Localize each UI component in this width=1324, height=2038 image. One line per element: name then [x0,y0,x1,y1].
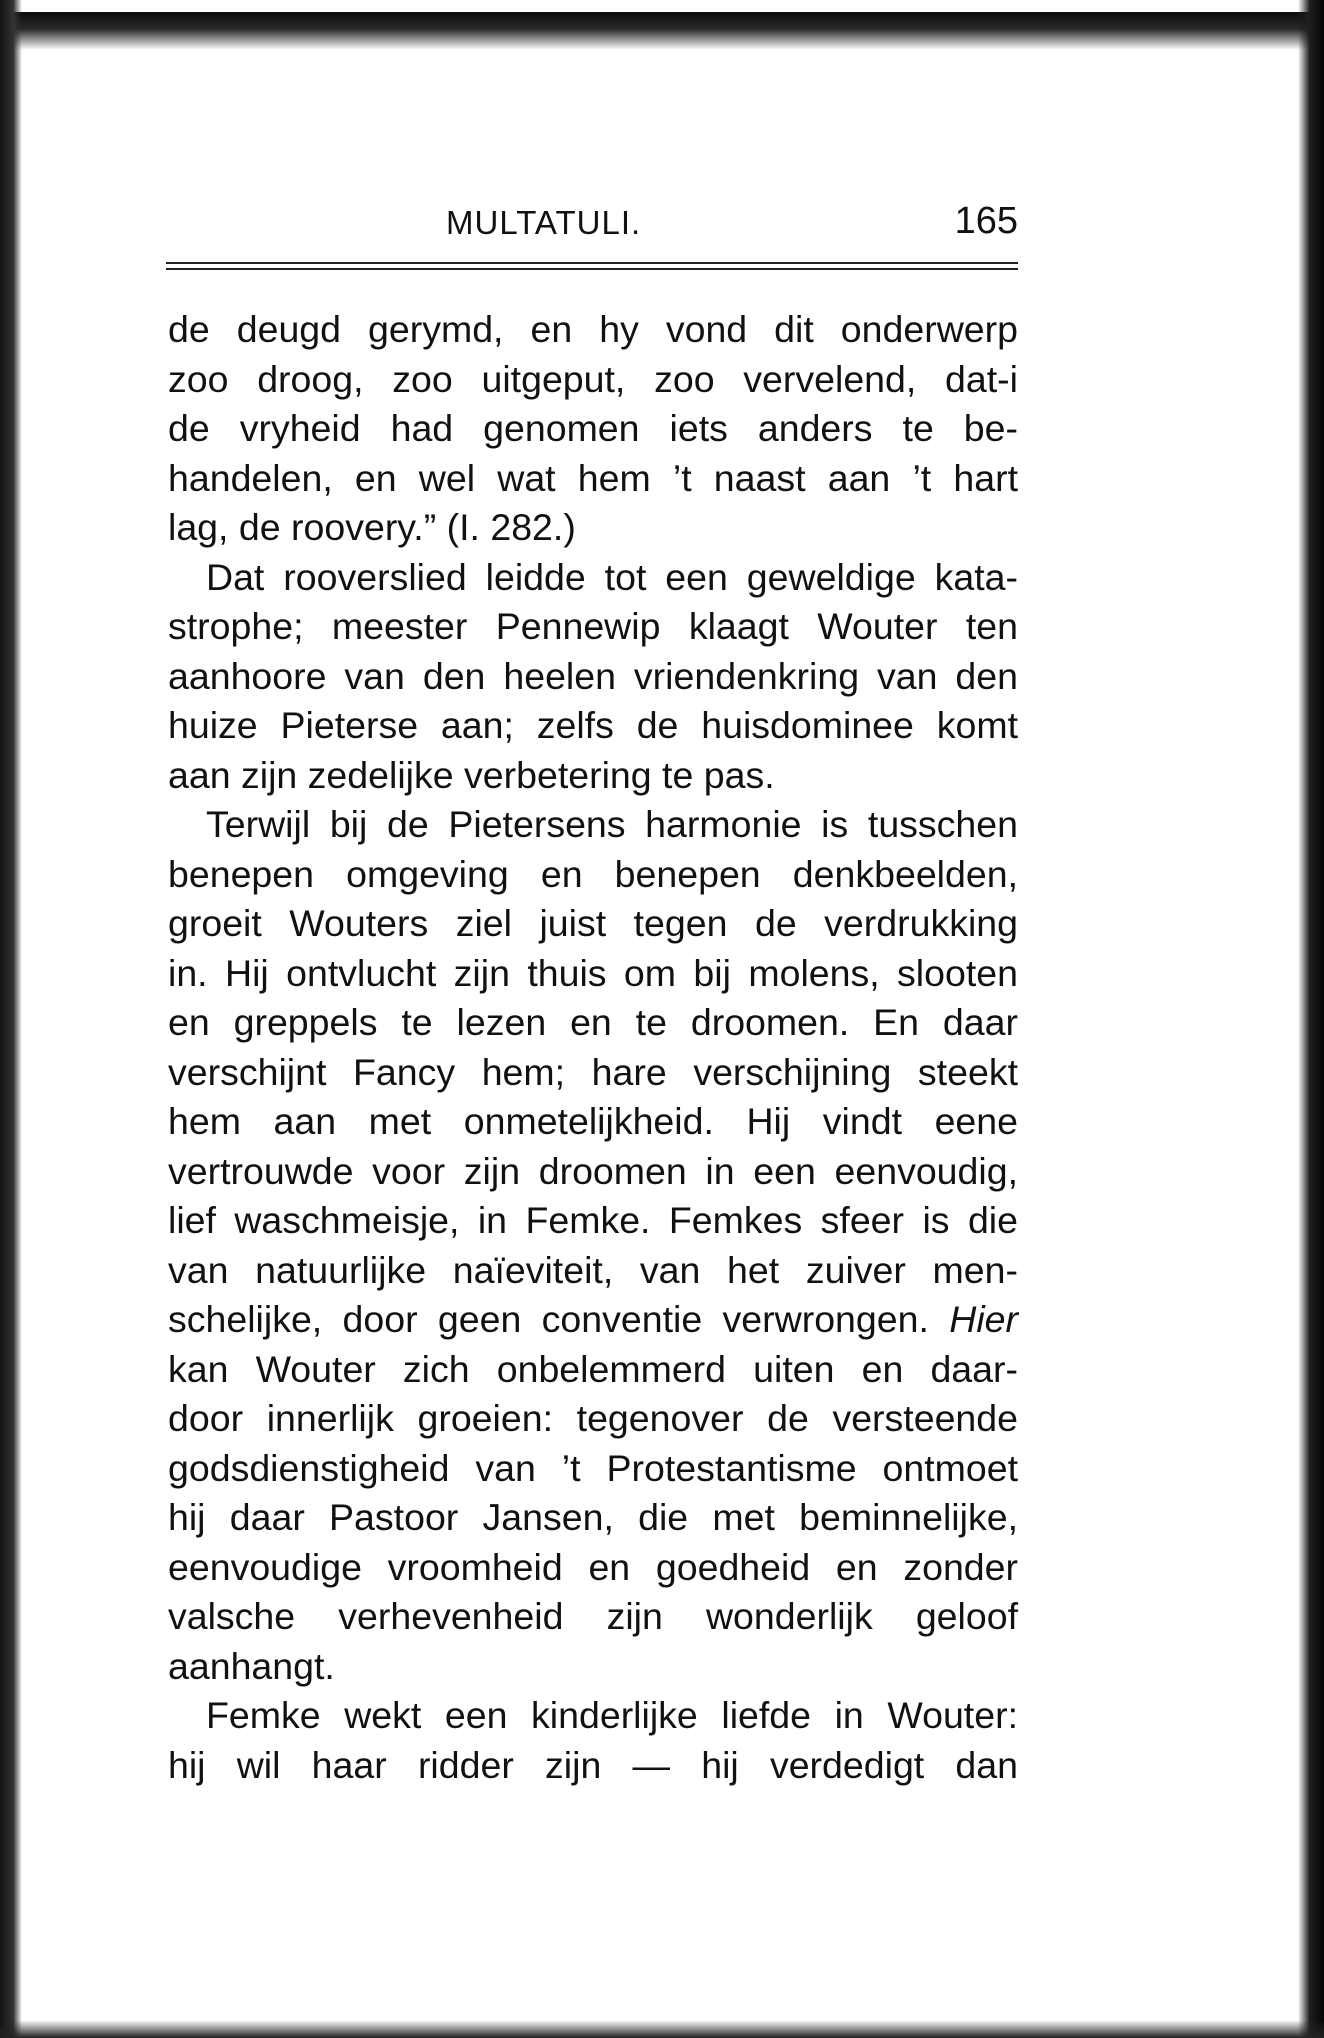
text-line: lag, de roovery.” (I. 282.) [168,506,576,548]
text-line: in. Hij ontvlucht zijn thuis om bij molens, slooten [168,951,1018,994]
text-line: groeit Wouters ziel juist tegen de verdrukking [168,902,1018,944]
page-header [166,200,1018,250]
text-line: de deugd gerymd, en hy vond dit onderwerp [168,308,1018,350]
scan-edge-bottom [0,2020,1324,2038]
text-line: godsdienstigheid van ’t Protestantisme ontmoet [168,1446,1018,1489]
text-line: aan zijn zedelijke verbetering te pas. [168,753,775,796]
text-line: hem aan met onmetelijkheid. Hij vindt eene [168,1100,1018,1142]
text-line: handelen, en wel wat hem ’t naast aan ’t hart [168,456,1018,499]
scan-edge-left [0,0,22,2038]
text-line: kan Wouter zich onbelemmerd uiten en daar- [168,1347,1018,1390]
text-line: aanhangt. [168,1644,335,1687]
text-line: en greppels te lezen en te droomen. En daar [168,1001,1018,1043]
text-segment: schelijke, door geen conventie verwrongen. [168,1298,929,1340]
text-line: strophe; meester Pennewip klaagt Wouter ten [168,605,1018,647]
text-line: lief waschmeisje, in Femke. Femkes sfeer is die [168,1199,1018,1241]
text-line: aanhoore van den heelen vriendenkring van den [168,654,1018,697]
italic-word: Hier [949,1298,1018,1340]
page-number: 165 [954,200,1018,242]
text-line: benepen omgeving en benepen denkbeelden, [168,852,1018,895]
text-line: hij daar Pastoor Jansen, die met beminnelijke, [168,1496,1018,1538]
text-line: Femke wekt een kinderlijke liefde in Wouter: [206,1694,1018,1736]
text-line: zoo droog, zoo uitgeput, zoo vervelend, dat-i [168,357,1018,400]
text-line: de vryheid had genomen iets anders te be- [168,407,1018,449]
text-line: huize Pieterse aan; zelfs de huisdominee komt [168,704,1018,746]
running-title: MULTATULI. [446,204,642,241]
text-line: Terwijl bij de Pietersens harmonie is tusschen [206,803,1018,845]
text-line: van natuurlijke naïeviteit, van het zuiver men- [168,1248,1018,1291]
text-line: hij wil haar ridder zijn — hij verdedigt dan [168,1743,1018,1786]
text-line-with-italic [168,1295,1018,1345]
text-line: Dat rooverslied leidde tot een geweldige kata- [206,555,1018,598]
text-line: verschijnt Fancy hem; hare verschijning steekt [168,1050,1018,1093]
scan-edge-top [0,12,1324,50]
header-rule [166,262,1018,270]
text-line: eenvoudige vroomheid en goedheid en zonder [168,1545,1018,1588]
body-text [168,305,1018,1790]
text-line: door innerlijk groeien: tegenover de versteende [168,1397,1018,1439]
text-line: vertrouwde voor zijn droomen in een eenvoudig, [168,1149,1018,1192]
scan-edge-right [1298,0,1324,2038]
text-line: valsche verhevenheid zijn wonderlijk geloof [168,1595,1018,1637]
